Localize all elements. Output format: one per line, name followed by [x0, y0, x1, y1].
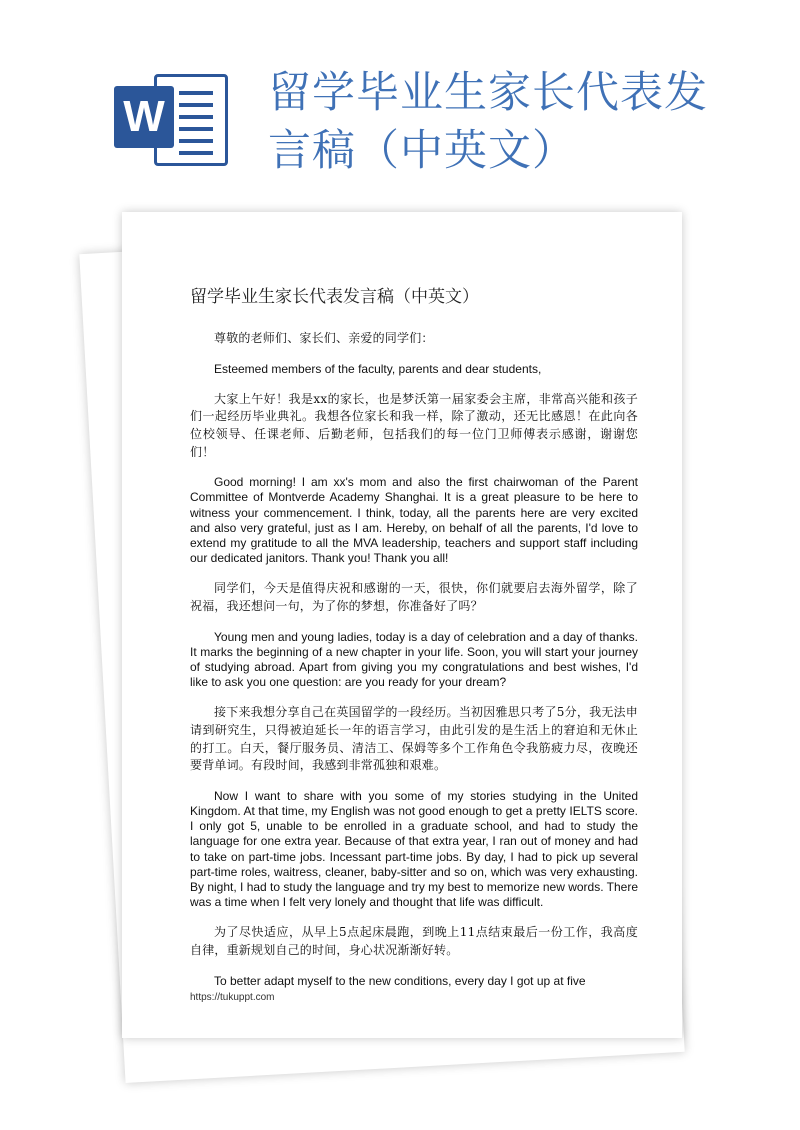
- document-page: [122, 212, 682, 1038]
- paragraph-chinese: 接下来我想分享自己在英国留学的一段经历。当初因雅思只考了5分，我无法申请到研究生，只得被迫延长一年的语言学习，由此引发的是生活上的窘迫和无休止的打工。白天，餐厅服务员、清洁工、保姆等多个工作角色令我筋疲力尽，夜晚还要背单词。有段时间，我感到非常孤独和艰难。: [190, 705, 638, 773]
- page-header: [0, 0, 800, 200]
- document-title: 留学毕业生家长代表发言稿（中英文）: [190, 287, 479, 307]
- paragraph-chinese: 尊敬的老师们、家长们、亲爱的同学们：: [214, 331, 434, 345]
- paragraph-english: Esteemed members of the faculty, parents and dear students,: [214, 361, 542, 376]
- paragraph-chinese: 同学们，今天是值得庆祝和感谢的一天，很快，你们就要启去海外留学，除了祝福，我还想问一句，为了你的梦想，你准备好了吗？: [190, 581, 638, 613]
- main-title-line2: 言稿（中英文）: [268, 126, 576, 176]
- paragraph-chinese: 大家上午好！我是xx的家长，也是梦沃第一届家委会主席，非常高兴能和孩子们一起经历毕业典礼。我想各位家长和我一样，除了激动，还无比感恩！在此向各位校领导、任课老师、后勤老师，包括我们的每一位门卫师傅表示感谢，谢谢您们！: [190, 391, 638, 459]
- paragraph-english: Now I want to share with you some of my stories studying in the United Kingdom. At that time, my English was not good enough to get a pretty IELTS score. I only got 5, unable to be enrolled in a graduate school, and had to study the language for one extra year. Because of that extra year, I ran out of money and had to take on part-time jobs. Incessant part-time jobs. By day, I had to pick up several part-time roles, waitress, cleaner, baby-sitter and so on, which was very exhausting. By night, I had to study the language and try my best to memorize new words. There was a time when I felt very lonely and thought that life was difficult.: [190, 788, 639, 910]
- main-title: [268, 64, 788, 180]
- footer-url: https://tukuppt.com: [190, 992, 275, 1003]
- main-title-line1: 留学毕业生家长代表发: [268, 68, 708, 118]
- paragraph-chinese: 为了尽快适应，从早上5点起床晨跑，到晚上11点结束最后一份工作，我高度自律，重新规划自己的时间，身心状况渐渐好转。: [190, 925, 638, 957]
- document-body: [190, 330, 638, 1003]
- paragraph-english: Young men and young ladies, today is a day of celebration and a day of thanks. It marks the beginning of a new chapter in your life. Soon, you will start your journey of studying abroad. Apart from giving you my congratulations and best wishes, I'd like to ask you one question: are you ready for your dream?: [190, 629, 638, 690]
- word-w-letter: W: [114, 86, 174, 148]
- paragraph-english: To better adapt myself to the new conditions, every day I got up at five: [214, 973, 586, 988]
- paragraph-english: Good morning! I am xx's mom and also the first chairwoman of the Parent Committee of Montverde Academy Shanghai. It is a great pleasure to be here to witness your commencement. I think, today, all the parents here are very excited and also very grateful, just as I am. Hereby, on behalf of all the parents, I'd love to extend my gratitude to all the MVA leadership, teachers and support staff including our dedicated janitors. Thank you! Thank you all!: [190, 475, 638, 566]
- word-icon: [114, 66, 234, 176]
